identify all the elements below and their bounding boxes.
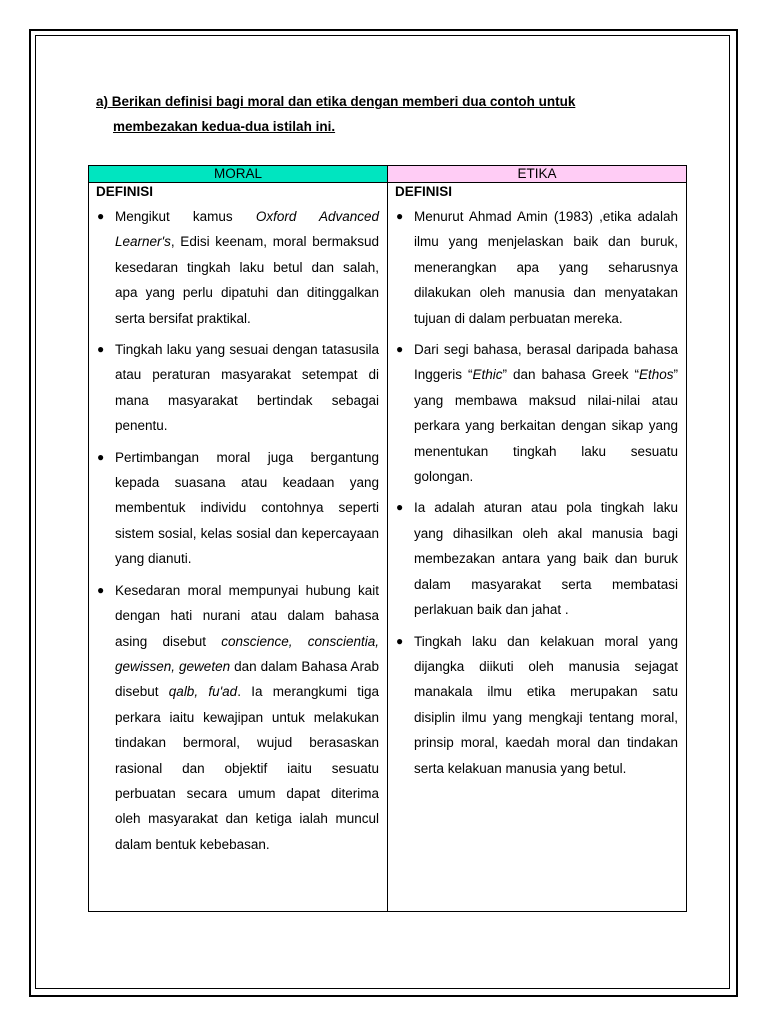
item-text-run: ” yang membawa maksud nilai-nilai atau perkara yang berkaitan dengan sikap yang menentukan tingkah laku sesuatu golongan. [414, 367, 678, 485]
bullet-icon: ● [396, 633, 404, 648]
item-text-run: Ethic [472, 367, 503, 383]
question-line-1: a) Berikan definisi bagi moral dan etika dengan memberi dua contoh untuk [96, 94, 576, 109]
item-text-run: qalb, fu'ad [168, 684, 238, 700]
item-text-run: Oxford Advanced Learner's [115, 209, 380, 250]
list-item [89, 337, 387, 439]
list-item [89, 204, 387, 331]
list-item [388, 495, 686, 622]
item-text [414, 634, 678, 776]
item-text-run: Mengikut kamus [115, 209, 256, 224]
list-item [388, 629, 686, 781]
item-text [414, 500, 678, 617]
item-text-run: , Edisi keenam, moral bermaksud kesedaran tingkah laku betul dan salah, apa yang perlu dipatuhi dan ditinggalkan serta bersifat praktikal. [115, 234, 379, 326]
item-text-run: Tingkah laku dan kelakuan moral yang dijangka diikuti oleh manusia sejagat manakala ilmu etika merupakan satu disiplin ilmu yang mengkaji tentang moral, prinsip moral, kaedah moral dan tindakan serta kelakuan manusia yang betul. [414, 633, 678, 776]
etika-header: ETIKA [388, 166, 687, 183]
moral-column [89, 183, 388, 912]
bullet-icon: ● [97, 209, 105, 223]
list-item [388, 337, 686, 489]
etika-definisi-label: DEFINISI [395, 184, 453, 199]
list-item [89, 578, 387, 857]
item-text [115, 450, 379, 567]
list-item [89, 445, 387, 572]
bullet-icon: ● [396, 209, 404, 223]
bullet-icon: ● [97, 449, 105, 464]
item-text-run: . Ia merangkumi tiga perkara iaitu kewajipan untuk melakukan tindakan bermoral, wujud berasaskan rasional dan objektif iaitu sesuatu perbuatan secara umum dapat diterima oleh masyarakat dan ketiga ialah muncul dalam bentuk kebebasan. [115, 684, 379, 852]
etika-list [388, 204, 686, 781]
list-item [388, 204, 686, 331]
bullet-icon: ● [97, 342, 105, 357]
item-text-run: Menurut Ahmad Amin (1983) ,etika adalah ilmu yang menjelaskan baik dan buruk, menerangkan apa yang seharusnya dilakukan oleh manusia dan menyatakan tujuan di dalam perbuatan mereka. [414, 209, 678, 326]
table-body-row [89, 183, 687, 912]
item-text-run: Tingkah laku yang sesuai dengan tatasusila atau peraturan masyarakat setempat di mana masyarakat bertindak sebagai penentu. [115, 342, 379, 434]
item-text [115, 209, 379, 326]
bullet-icon: ● [396, 500, 404, 515]
item-text-run: Pertimbangan moral juga bergantung kepada suasana atau keadaan yang membentuk individu contohnya seperti sistem sosial, kelas sosial dan kepercayaan yang dianuti. [115, 449, 379, 567]
bullet-icon: ● [97, 582, 105, 597]
item-text-run: Ethos [638, 367, 674, 383]
question [96, 89, 666, 139]
item-text [115, 342, 379, 433]
bullet-icon: ● [396, 342, 404, 357]
item-text [414, 342, 678, 484]
etika-column [388, 183, 687, 912]
table-header-row [89, 166, 687, 183]
moral-definisi-label: DEFINISI [96, 184, 154, 199]
comparison-table [88, 165, 687, 912]
moral-list [89, 204, 387, 857]
item-text [414, 209, 678, 326]
item-text-run: dan dalam Bahasa Arab disebut [115, 658, 379, 700]
item-text-run: Kesedaran moral mempunyai hubung kait dengan hati nurani atau dalam bahasa asing disebut [115, 582, 379, 649]
item-text-run: Ia adalah aturan atau pola tingkah laku yang dihasilkan oleh akal manusia bagi membezakan antara yang baik dan buruk dalam masyarakat serta membatasi perlakuan baik dan jahat . [414, 500, 678, 618]
moral-header: MORAL [89, 166, 388, 183]
question-line-2: membezakan kedua-dua istilah ini. [113, 119, 336, 134]
item-text-run: Dari segi bahasa, berasal daripada bahasa Inggeris “ [414, 342, 678, 383]
item-text [115, 583, 379, 852]
item-text-run: conscience, conscientia, gewissen, geweten [115, 633, 379, 674]
item-text-run: ” dan bahasa Greek “ [502, 367, 639, 383]
